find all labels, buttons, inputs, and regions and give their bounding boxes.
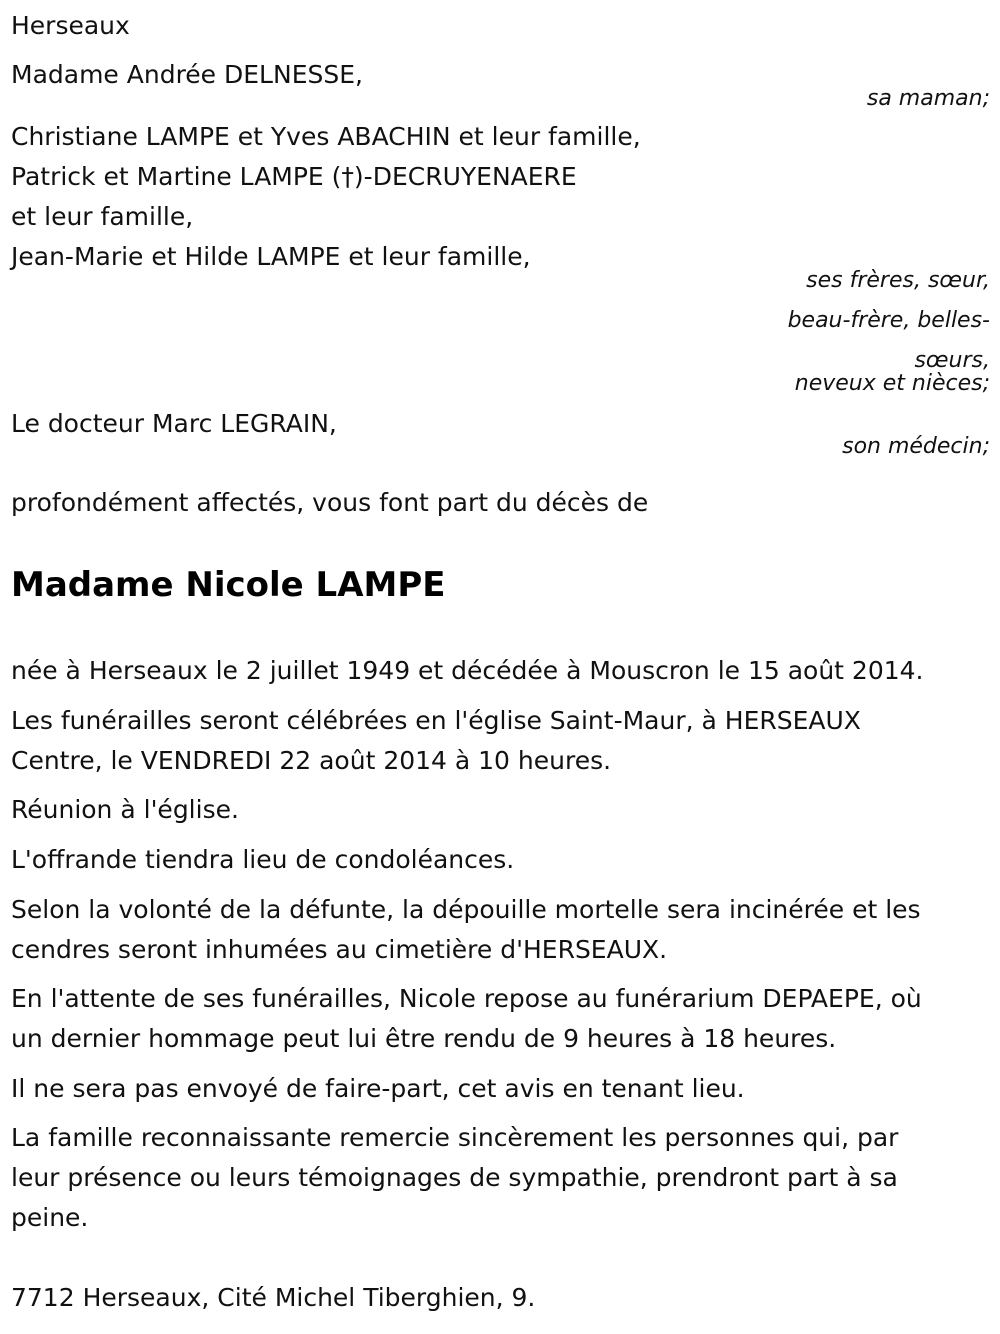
mother-role: sa maman;: [866, 86, 990, 111]
address-footer: 7712 Herseaux, Cité Michel Tiberghien, 9.: [11, 1283, 536, 1312]
siblings-role-line-1: ses frères, sœur,: [806, 268, 990, 293]
no-card-line: Il ne sera pas envoyé de faire-part, cet avis en tenant lieu.: [11, 1074, 745, 1103]
funeral-line-1: Les funérailles seront célébrées en l'église Saint-Maur, à HERSEAUX: [11, 706, 861, 735]
birth-death-line: née à Herseaux le 2 juillet 1949 et décédée à Mouscron le 15 août 2014.: [11, 656, 924, 685]
meeting-line: Réunion à l'église.: [11, 795, 239, 824]
doctor-name: Le docteur Marc LEGRAIN,: [11, 409, 337, 438]
cremation-line-1: Selon la volonté de la défunte, la dépouille mortelle sera incinérée et les: [11, 895, 921, 924]
announcement-intro: profondément affectés, vous font part du décès de: [11, 488, 649, 517]
thanks-line-2: leur présence ou leurs témoignages de sympathie, prendront part à sa: [11, 1163, 898, 1192]
cremation-line-2: cendres seront inhumées au cimetière d'HERSEAUX.: [11, 935, 668, 964]
locality-header: Herseaux: [11, 11, 130, 40]
doctor-role: son médecin;: [842, 434, 990, 459]
siblings-role-line-4: neveux et nièces;: [794, 371, 990, 396]
offering-line: L'offrande tiendra lieu de condoléances.: [11, 845, 515, 874]
thanks-line-1: La famille reconnaissante remercie sincèrement les personnes qui, par: [11, 1123, 899, 1152]
sibling-line-4: Jean-Marie et Hilde LAMPE et leur famille,: [11, 242, 531, 271]
sibling-line-2: Patrick et Martine LAMPE (†)-DECRUYENAERE: [11, 162, 577, 191]
mother-name: Madame Andrée DELNESSE,: [11, 60, 363, 89]
funerarium-line-1: En l'attente de ses funérailles, Nicole repose au funérarium DEPAEPE, où: [11, 984, 922, 1013]
thanks-line-3: peine.: [11, 1203, 89, 1232]
funerarium-line-2: un dernier hommage peut lui être rendu de 9 heures à 18 heures.: [11, 1024, 837, 1053]
sibling-line-3: et leur famille,: [11, 202, 194, 231]
funeral-line-2: Centre, le VENDREDI 22 août 2014 à 10 heures.: [11, 746, 612, 775]
sibling-line-1: Christiane LAMPE et Yves ABACHIN et leur famille,: [11, 122, 641, 151]
siblings-role-line-2: beau-frère, belles-: [787, 308, 990, 333]
siblings-role-line-3: sœurs,: [914, 348, 990, 373]
deceased-name: Madame Nicole LAMPE: [11, 565, 446, 605]
